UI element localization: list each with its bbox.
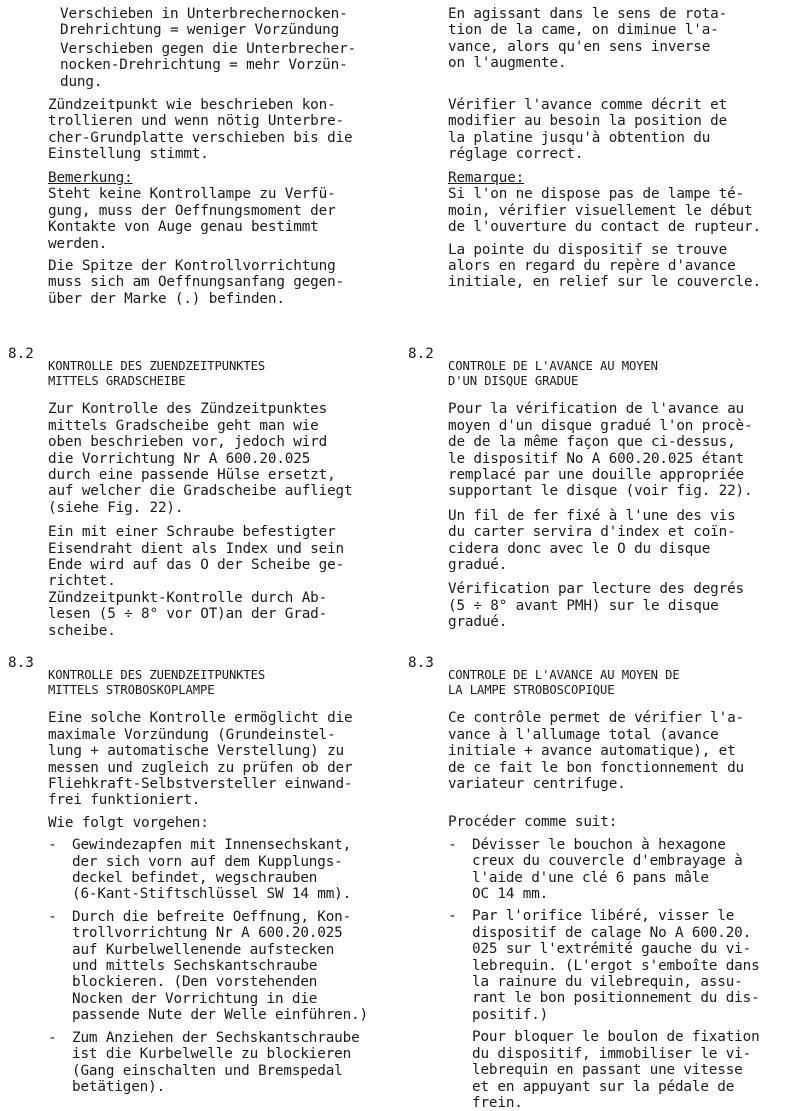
- de-intro-text-1: Verschieben in Unterbrechernocken- Drehrichtung = weniger Vorzündung: [60, 6, 348, 39]
- de-intro-text-3: Zündzeitpunkt wie beschrieben kon- trollieren und wenn nötig Unterbre- cher-Grundplatte verschieben bis die Einstellung stimmt.: [48, 97, 353, 163]
- de-list-item: [48, 1030, 395, 1096]
- fr-section-8-2-number: 8.2: [408, 346, 434, 362]
- fr-section-8-2: [448, 347, 800, 631]
- de-section-8-2-para-2: Ein mit einer Schraube befestigter Eisendraht dient als Index und sein Ende wird auf das O der Scheibe ge- richtet. Zündzeitpunkt-Kontrolle durch Ab- lesen (5 ÷ 8° vor OT)an der Grad- scheibe.: [48, 524, 345, 639]
- fr-section-8-2-para-2: Un fil de fer fixé à l'une des vis du carter servira d'index et coïn- cidera donc avec le O du disque gradué.: [448, 507, 736, 574]
- de-list-dash: -: [48, 908, 57, 925]
- fr-remark-text-1: Si l'on ne dispose pas de lampe té- moin, vérifier visuellement le début de l'ouverture du contact de rupteur.: [448, 186, 761, 236]
- de-intro-1: [48, 6, 395, 39]
- de-list-item-text-1: Gewindezapfen mit Innensechskant, der sich vorn auf dem Kupplungs- deckel befindet, wegschrauben (6-Kant-Stiftschlüssel SW 14 mm).: [72, 837, 352, 903]
- fr-section-8-3-number: 8.3: [408, 655, 434, 671]
- fr-section-8-3-intro: Ce contrôle permet de vérifier l'a- vance à l'allumage total (avance initiale + avance automatique), et de ce fait le bon fonctionnement du variateur centrifuge.: [448, 710, 745, 792]
- de-remark-text-1: Steht keine Kontrollampe zu Verfü- gung, muss der Oeffnungsmoment der Kontakte von Auge genau bestimmt werden.: [48, 186, 336, 252]
- fr-intro-1: [448, 6, 800, 72]
- de-remark-text-2: Die Spitze der Kontrollvorrichtung muss sich am Oeffnungsanfang gegen- über der Marke (.) befinden.: [48, 258, 345, 307]
- de-list-item: [48, 909, 395, 1024]
- fr-list-item-text-2: Par l'orifice libéré, visser le dispositif de calage No A 600.20. 025 sur l'extrémité gauche du vi- lebrequin. (L'ergot s'emboîte dans la rainure du vilebrequin, assu- rant le bon positionnement du dis- positif.): [472, 908, 760, 1023]
- de-intro-2: [48, 41, 395, 90]
- de-section-8-3-procedure-label: Wie folgt vorgehen:: [48, 814, 209, 831]
- de-remark: [48, 170, 395, 307]
- de-section-8-3-number: 8.3: [8, 655, 34, 671]
- fr-section-8-3-after: Pour bloquer le boulon de fixation du dispositif, immobiliser le vi- lebrequin en passant une vitesse et en appuyant sur la pédale de frein.: [472, 1029, 760, 1111]
- de-section-8-3-heading: KONTROLLE DES ZUENDZEITPUNKTES MITTELS STROBOSKOPLAMPE: [48, 668, 266, 698]
- de-intro-3: [48, 97, 395, 163]
- fr-list-item: [448, 837, 800, 903]
- fr-list-item: [448, 908, 800, 1023]
- fr-section-8-2-para-1: Pour la vérification de l'avance au moyen d'un disque gradué l'on procè- de de la même façon que ci-dessus, le dispositif No A 600.20.025 étant remplacé par une douille appropriée supportant le disque (voir fig. 22).: [448, 401, 753, 500]
- fr-list-item-text-1: Dévisser le bouchon à hexagone creux du couvercle d'embrayage à l'aide d'une clé 6 pans mâle OC 14 mm.: [472, 836, 743, 903]
- fr-intro-text-1: En agissant dans le sens de rota- tion de la came, on diminue l'a- vance, alors qu'en sens inverse on l'augmente.: [448, 6, 728, 72]
- de-remark-title: Bemerkung:: [48, 170, 133, 186]
- de-list-dash: -: [48, 1029, 57, 1046]
- de-list-item: [48, 837, 395, 903]
- fr-intro-text-2: Vérifier l'avance comme décrit et modifier au besoin la position de la platine jusqu'à obtention du réglage correct.: [448, 97, 728, 163]
- fr-section-8-3-heading: CONTROLE DE L'AVANCE AU MOYEN DE LA LAMPE STROBOSCOPIQUE: [448, 668, 680, 698]
- fr-remark-text-2: La pointe du dispositif se trouve alors en regard du repère d'avance initiale, en relief sur le couvercle.: [448, 241, 761, 291]
- fr-section-8-2-heading: CONTROLE DE L'AVANCE AU MOYEN D'UN DISQUE GRADUE: [448, 359, 658, 389]
- de-section-8-2-number: 8.2: [8, 346, 34, 362]
- fr-section-8-3-procedure-label: Procéder comme suit:: [448, 814, 618, 831]
- de-section-8-3: [48, 656, 395, 1095]
- fr-remark: [448, 170, 800, 291]
- fr-remark-title: Remarque:: [448, 170, 525, 186]
- de-list-dash: -: [48, 837, 57, 854]
- fr-section-8-2-para-3: Vérification par lecture des degrés (5 ÷ 8° avant PMH) sur le disque gradué.: [448, 581, 745, 631]
- de-section-8-2-para-1: Zur Kontrolle des Zündzeitpunktes mittels Gradscheibe geht man wie oben beschrieben vor, jedoch wird die Vorrichtung Nr A 600.20.025 durch eine passende Hülse ersetzt, auf welcher die Gradscheibe aufliegt (siehe Fig. 22).: [48, 401, 353, 516]
- fr-list-dash: -: [448, 836, 457, 853]
- de-intro-text-2: Verschieben gegen die Unterbrecher- nocken-Drehrichtung = mehr Vorzün- dung.: [60, 41, 357, 90]
- de-list-item-text-3: Zum Anziehen der Sechskantschraube ist die Kurbelwelle zu blockieren (Gang einschalten und Bremspedal betätigen).: [72, 1029, 360, 1095]
- fr-list-dash: -: [448, 908, 457, 925]
- de-list-item-text-2: Durch die befreite Oeffnung, Kon- trollvorrichtung Nr A 600.20.025 auf Kurbelwellenende aufstecken und mittels Sechskantschraube blockieren. (Den vorstehenden Nocken der Vorrichtung in die passende Nute der Welle einführen.): [72, 908, 369, 1024]
- de-section-8-3-intro: Eine solche Kontrolle ermöglicht die maximale Vorzündung (Grundeinstel- lung + automatische Verstellung) zu messen und zugleich zu prüfen ob der Fliehkraft-Selbstversteller einwand- frei funktioniert.: [48, 710, 353, 809]
- de-section-8-2: [48, 347, 395, 639]
- fr-section-8-3: [448, 656, 800, 1111]
- de-section-8-2-heading: KONTROLLE DES ZUENDZEITPUNKTES MITTELS GRADSCHEIBE: [48, 359, 266, 389]
- fr-intro-2: [448, 97, 800, 163]
